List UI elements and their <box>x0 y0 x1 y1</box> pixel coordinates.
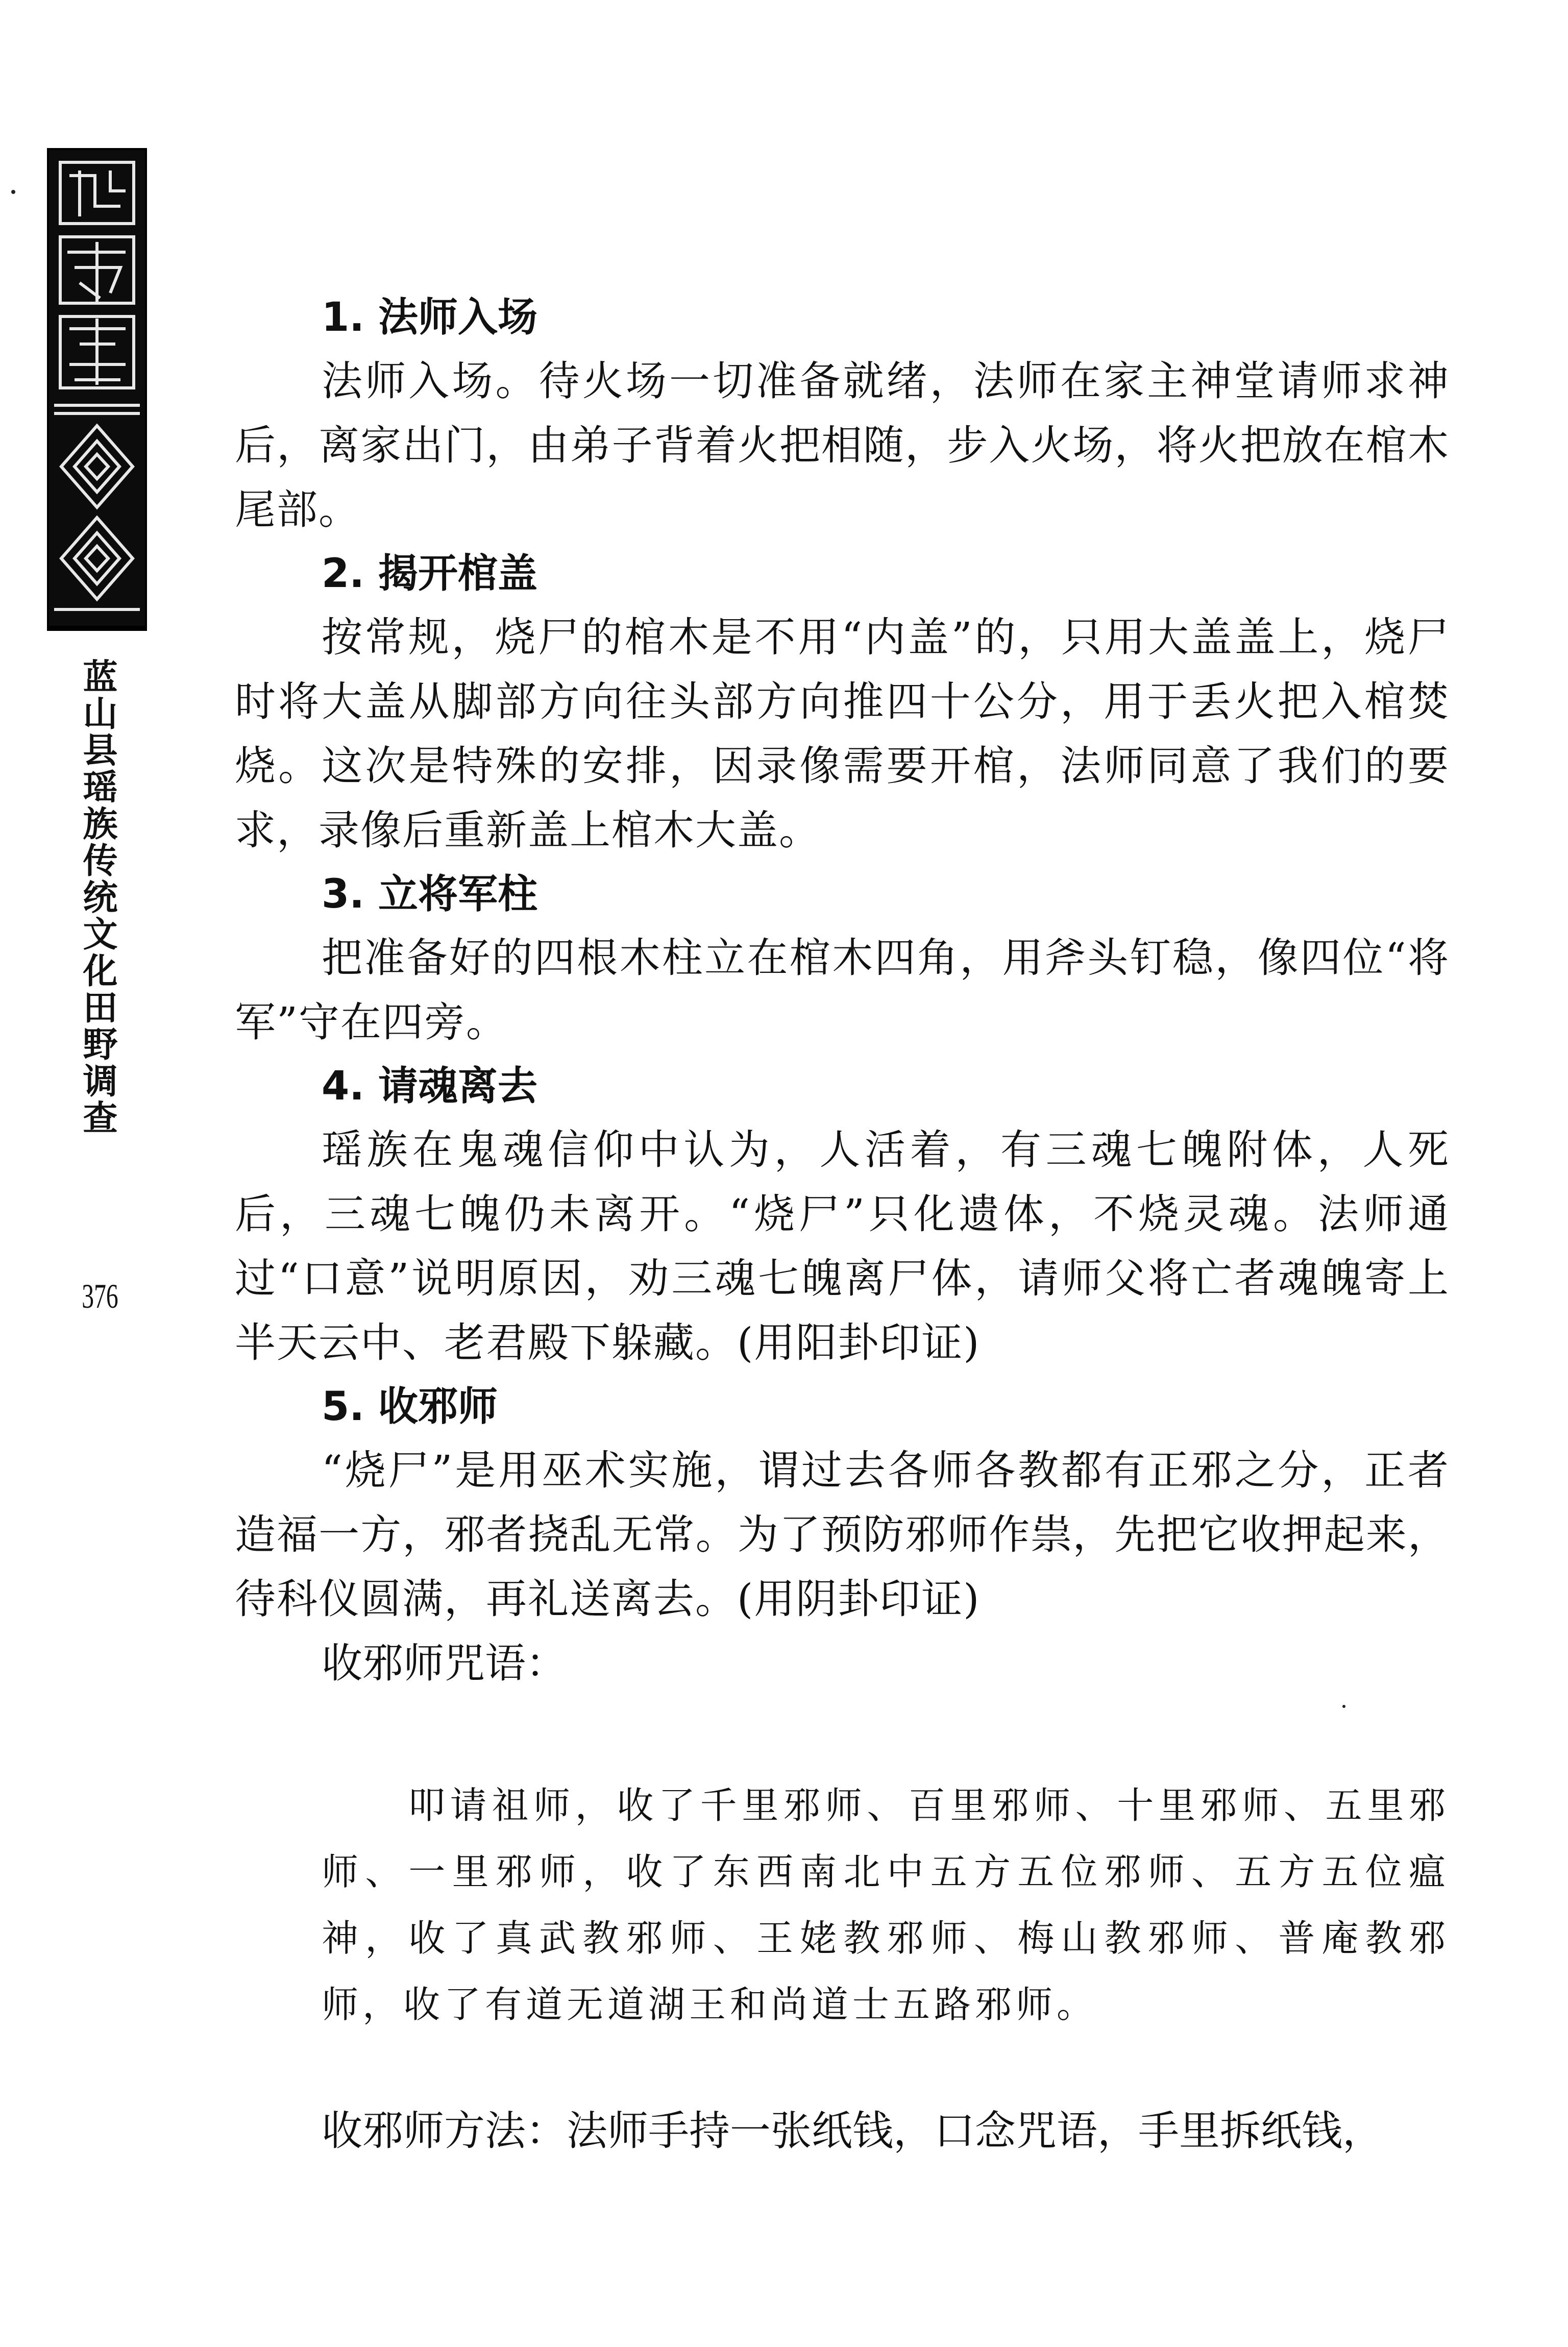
section-heading: 1. 法师入场 <box>322 295 538 340</box>
banner-divider <box>47 626 147 631</box>
section-heading: 2. 揭开棺盖 <box>322 551 538 597</box>
main-text <box>235 286 1450 2163</box>
section-heading: 3. 立将军柱 <box>322 871 538 917</box>
page-number: 376 <box>82 1277 118 1315</box>
speck-mark <box>11 190 15 194</box>
method-text: 收邪师方法：法师手持一张纸钱，口念咒语，手里拆纸钱， <box>322 2107 1383 2155</box>
section-body: 法师入场。待火场一切准备就绪，法师在家主神堂请师求神后，离家出门，由弟子背着火把相随，步入火场，将火把放在棺木尾部。 <box>235 357 1450 533</box>
spacer <box>235 2038 1450 2099</box>
spacer <box>235 1696 1450 1772</box>
section-body: 按常规，烧尸的棺木是不用“内盖”的，只用大盖盖上，烧尸时将大盖从脚部方向往头部方向推四十公分，用于丢火把入棺焚烧。这次是特殊的安排，因录像需要开棺，法师同意了我们的要求，录像后重新盖上棺木大盖。 <box>235 614 1450 854</box>
woven-pattern-icon <box>49 150 145 626</box>
book-title-vertical: 蓝山县瑶族传统文化田野调查 <box>77 658 117 1136</box>
section-heading: 4. 请魂离去 <box>322 1063 538 1109</box>
incantation-text: 叩请祖师，收了千里邪师、百里邪师、十里邪师、五里邪师、一里邪师，收了东西南北中五方五位邪师、五方五位瘟神，收了真武教邪师、王姥教邪师、梅山教邪师、普庵教邪师，收了有道无道湖王和尚道士五路邪师。 <box>322 1784 1450 2026</box>
section-heading: 5. 收邪师 <box>322 1384 498 1430</box>
woven-pattern-banner <box>47 148 147 628</box>
section-body: “烧尸”是用巫术实施，谓过去各师各教都有正邪之分，正者造福一方，邪者挠乱无常。为了预防邪师作祟，先把它收押起来，待科仪圆满，再礼送离去。(用阴卦印证) <box>235 1447 1450 1623</box>
section-body: 瑶族在鬼魂信仰中认为，人活着，有三魂七魄附体，人死后，三魂七魄仍未离开。“烧尸”只化遗体，不烧灵魂。法师通过“口意”说明原因，劝三魂七魄离尸体，请师父将亡者魂魄寄上半天云中、老君殿下躲藏。(用阳卦印证) <box>235 1126 1450 1366</box>
section-body: 把准备好的四根木柱立在棺木四角，用斧头钉稳，像四位“将军”守在四旁。 <box>235 934 1450 1046</box>
incantation-label: 收邪师咒语： <box>322 1640 567 1687</box>
